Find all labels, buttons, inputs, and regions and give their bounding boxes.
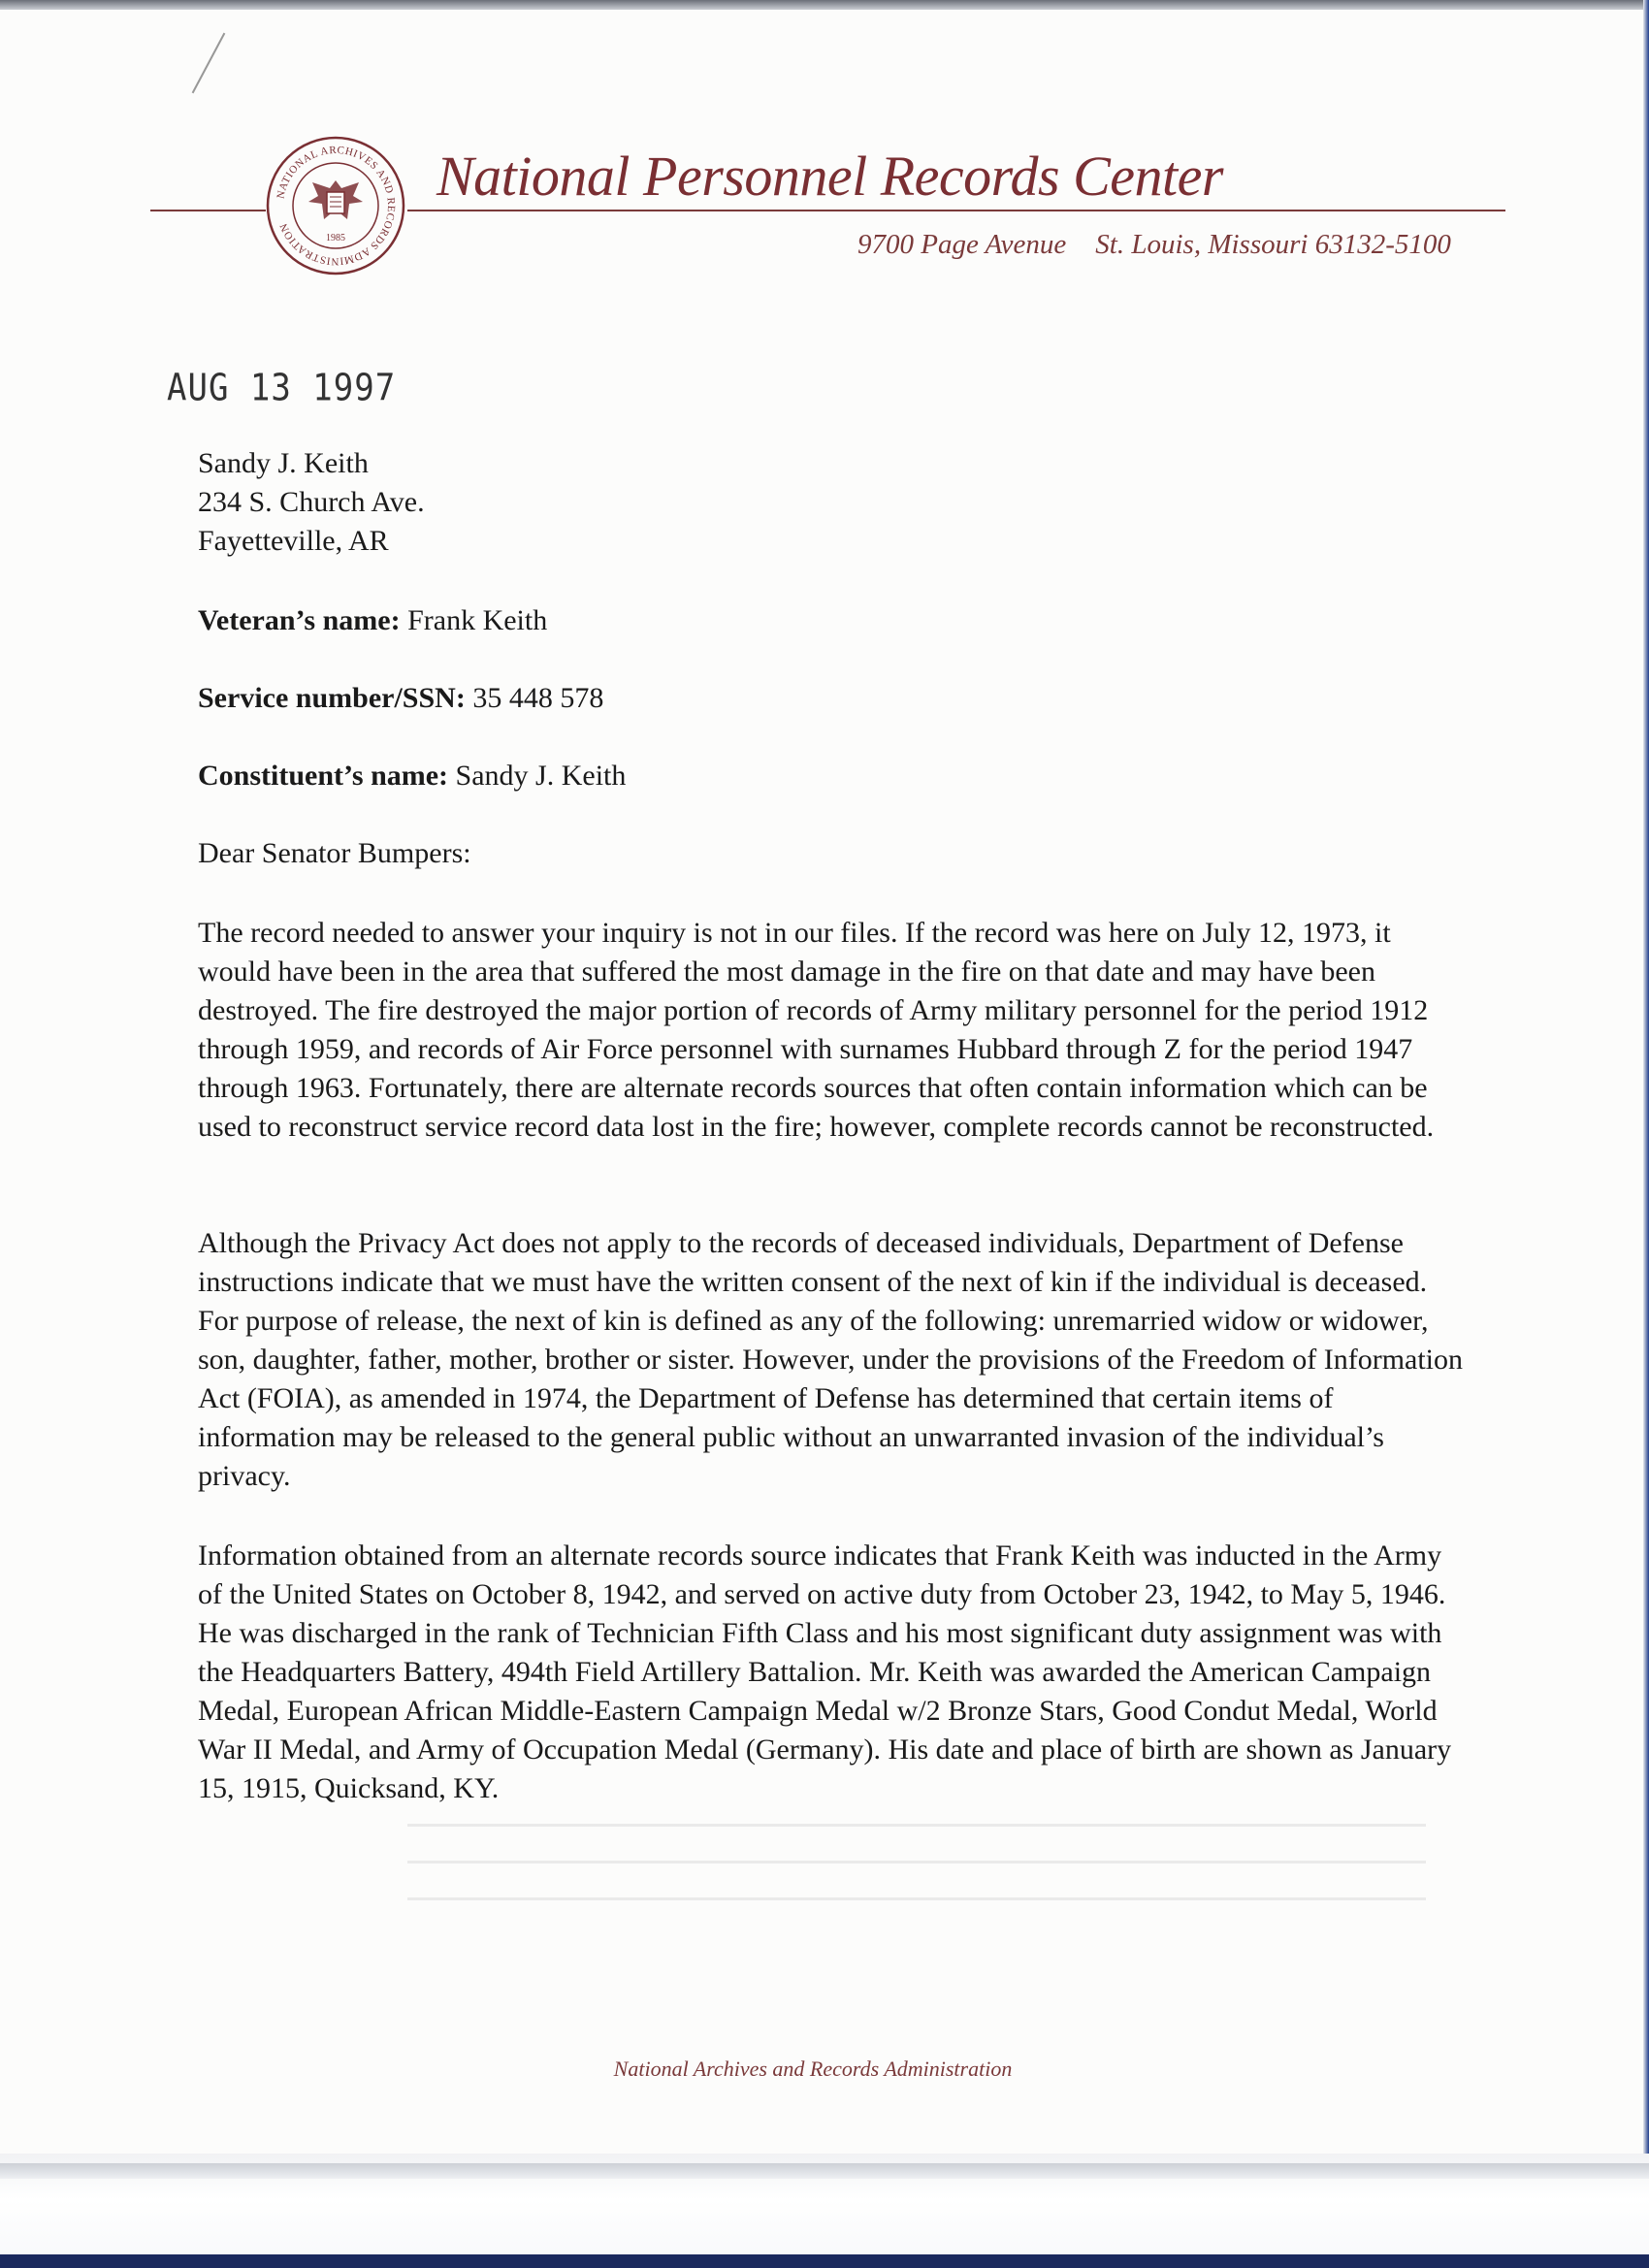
veteran-name-value: Frank Keith bbox=[407, 604, 548, 636]
salutation: Dear Senator Bumpers: bbox=[198, 837, 471, 869]
scan-bottom-edge bbox=[0, 2254, 1649, 2268]
paragraph-2: Although the Privacy Act does not apply to the records of deceased individuals, Department of Defense instructions indicate that we must have the written consent of the next of kin if the individual is deceased. For purpose of release, the next of kin is defined as any of the following: unremarried widow or widower, son, daughter, father, mother, brother or sister. However, under the provisions of the Freedom of Information Act (FOIA), as amended in 1974, the Department of Defense has determined that certain items of information may be released to the general public without an unwarranted invasion of the individual’s privacy. bbox=[198, 1227, 1464, 1492]
letterhead-street: 9700 Page Avenue bbox=[857, 229, 1067, 260]
veteran-name-label: Veteran’s name: bbox=[198, 604, 401, 636]
letterhead-title: National Personnel Records Center bbox=[436, 145, 1223, 208]
recipient-address-line1: 234 S. Church Ave. bbox=[198, 486, 425, 518]
date-stamp: AUG 13 1997 bbox=[167, 367, 397, 410]
service-number-field bbox=[198, 679, 1478, 718]
veteran-name-field bbox=[198, 601, 1478, 640]
scan-top-edge bbox=[0, 0, 1649, 10]
footer-text: National Archives and Records Administration bbox=[613, 2057, 1013, 2081]
paragraph-1: The record needed to answer your inquiry is not in our files. If the record was here on July 12, 1973, it would have been in the area that suffered the most damage in the fire on that date and may have been destroyed. The fire destroyed the major portion of records of Army military personnel for the period 1912 through 1959, and records of Air Force personnel with surnames Hubbard through Z for the period 1947 through 1963. Fortunately, there are alternate records sources that often contain information which can be used to reconstruct service record data lost in the fire; however, complete records cannot be reconstructed. bbox=[198, 917, 1435, 1143]
nara-seal-icon bbox=[266, 136, 405, 275]
letterhead-address bbox=[857, 229, 1451, 261]
constituent-name-field bbox=[198, 757, 1478, 795]
show-through-text bbox=[407, 1824, 1426, 1901]
pen-mark bbox=[192, 33, 226, 94]
service-number-value: 35 448 578 bbox=[472, 682, 604, 714]
constituent-name-label: Constituent’s name: bbox=[198, 760, 449, 792]
paragraph-3: Information obtained from an alternate records source indicates that Frank Keith was inducted in the Army of the United States on October 8, 1942, and served on active duty from October 23, 1942, to May 5, 1946. He was discharged in the rank of Technician Fifth Class and his most significant duty assignment was with the Headquarters Battery, 494th Field Artillery Battalion. Mr. Keith was awarded the American Campaign Medal, European African Middle-Eastern Campaign Medal w/2 Bronze Stars, Good Condut Medal, World War II Medal, and Army of Occupation Medal (Germany). His date and place of birth are shown as January 15, 1915, Quicksand, KY. bbox=[198, 1539, 1452, 1804]
letterhead-city: St. Louis, Missouri 63132-5100 bbox=[1095, 229, 1451, 260]
scan-right-edge bbox=[1643, 0, 1649, 2268]
recipient-name: Sandy J. Keith bbox=[198, 447, 369, 479]
constituent-name-value: Sandy J. Keith bbox=[455, 760, 627, 792]
service-number-label: Service number/SSN: bbox=[198, 682, 466, 714]
letterhead-rule-left bbox=[150, 210, 266, 211]
recipient-block bbox=[198, 444, 1478, 561]
svg-text:NATIONAL ARCHIVES AND RECORDS: NATIONAL ARCHIVES AND RECORDS ADMINISTRATION bbox=[275, 144, 398, 268]
footer bbox=[0, 2057, 1649, 2082]
scan-bottom-strip bbox=[0, 2154, 1649, 2268]
letterhead-rule-right bbox=[407, 210, 1505, 211]
recipient-address-line2: Fayetteville, AR bbox=[198, 525, 389, 557]
svg-text:1985: 1985 bbox=[326, 233, 345, 243]
scan-bottom-band bbox=[0, 2163, 1649, 2179]
